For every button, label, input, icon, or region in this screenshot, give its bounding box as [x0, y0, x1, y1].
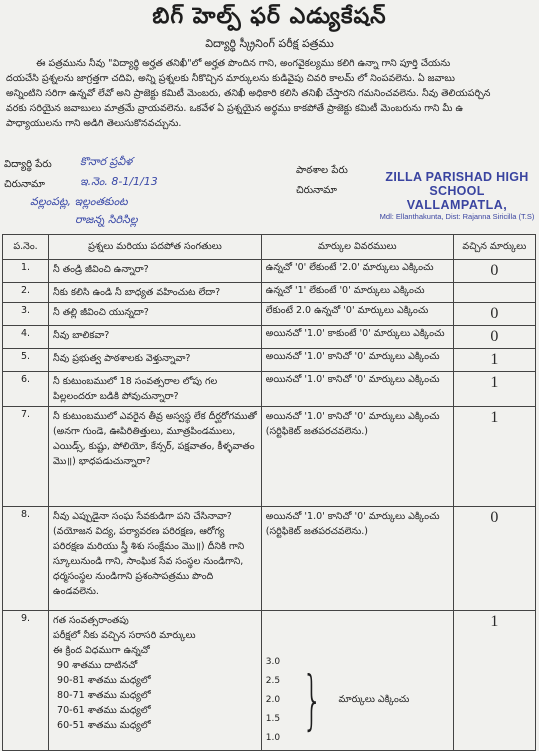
row-number: 1. [3, 260, 49, 283]
row-number: 5. [3, 349, 49, 372]
row-score[interactable] [453, 283, 535, 303]
row-number: 7. [3, 407, 49, 507]
row-question: నీ తండ్రి జీవించి ఉన్నారా? [49, 260, 262, 283]
table-row [3, 407, 536, 507]
row-question: నీ కుటుంబములో 18 సంవత్సరాల లోపు గల పిల్లలందరూ బడికి పోవుచున్నారా? [49, 372, 262, 407]
row-question: నీ తల్లి జీవించి యున్నదా? [49, 303, 262, 326]
row-marks-rule: అయినచో '1.0' కానిచో '0' మార్కులు ఎక్కించు (సర్టిఫికెట్ జతపరచవలెను.) [261, 507, 453, 611]
row-score[interactable]: 1 [453, 372, 535, 407]
questions-table [2, 234, 536, 751]
row-marks-rule: అయినచో '1.0' కానిచో '0' మార్కులు ఎక్కించు [261, 349, 453, 372]
row-score[interactable]: 0 [453, 507, 535, 611]
header-number: ప.నెం. [3, 235, 49, 260]
row-question: నీవు ఎప్పుడైనా సంఘ సేవకుడిగా పని చేసినావా? (వయోజన విద్య, పర్యావరణ పరిరక్షణ, ఆరోగ్య పరిరక్షణ మరియు స్త్రీ శిశు సంక్షేమం మొ॥) దీనికి గాని స్కూలునుండి గాని, సాంఘిక సేవ సంస్థల నుండిగాని, ధర్మసంస్థల నుండిగాని ప్రశంసాపత్రము పొంది ఉండవలెను. [49, 507, 262, 611]
row-number: 4. [3, 326, 49, 349]
table-row [3, 349, 536, 372]
table-row [3, 260, 536, 283]
header-marks-details: మార్కుల వివరములు [261, 235, 453, 260]
address-value-3: రాజన్న సిరిసిల్ల [75, 213, 138, 226]
row-score[interactable]: 1 [453, 349, 535, 372]
school-address-label: చిరునామా [296, 185, 337, 196]
scale-values [266, 653, 286, 748]
address-value-1: ఇ.నెం. 8-1/1/13 [80, 175, 158, 188]
row-question: నీవు బాలికవా? [49, 326, 262, 349]
stamp-line-1: ZILLA PARISHAD HIGH SCHOOL [385, 170, 529, 198]
intro-line: వరకు సరియైన జవాబులు మాత్రమే వ్రాయవలెను. ఒకవేళ ఏ ప్రశ్నయైన అర్థము కాకపోతే ప్రాజెక్టు కమిటీ మెంబరును గాని మీ ఉ [6, 103, 464, 114]
table-row [3, 611, 536, 751]
scale-value: 2.5 [265, 676, 281, 686]
row-number: 9. [3, 611, 49, 751]
row-marks-rule: లేకుంటే 2.0 ఉన్నచో '0' మార్కులు ఎక్కించు [261, 303, 453, 326]
form-subtitle: విద్యార్థి స్క్రీనింగ్ పరీక్ష పత్రము [205, 37, 334, 50]
stamp-line-3: Mdl: Ellanthakunta, Dist: Rajanna Siricilla (T.S) [379, 212, 535, 221]
table-row [3, 507, 536, 611]
row-question-percentages [49, 611, 262, 751]
table-row [3, 326, 536, 349]
table-row [3, 372, 536, 407]
student-name-value: కొనార ప్రవీళ [80, 155, 133, 168]
row9-line: ఈ క్రింద విధముగా ఉన్నచో [53, 645, 150, 656]
row9-line: పరీక్షలో నీకు వచ్చిన సరాసరి మార్కులు [53, 630, 196, 641]
school-name-label: పాఠశాల పేరు [296, 165, 348, 176]
right-brace-icon: } [301, 663, 323, 738]
scale-value: 1.0 [265, 733, 281, 743]
row-question: నీకు కలిసి ఉండి నీ బాధ్యత వహించుట లేదా? [49, 283, 262, 303]
marks-scale [266, 653, 449, 748]
row-marks-rule: అయినచో '1.0' కాకుంటే '0' మార్కులు ఎక్కించు [261, 326, 453, 349]
table-row [3, 303, 536, 326]
scale-instruction: మార్కులు ఎక్కించు [338, 694, 410, 705]
row9-line: గత సంవత్సరాంతపు [53, 615, 129, 626]
row-score[interactable]: 0 [453, 260, 535, 283]
row-marks-rule [261, 611, 453, 751]
scale-value: 1.5 [265, 714, 281, 724]
address-label: చిరునామా [4, 179, 45, 190]
stamp-line-2: VALLAMPATLA, [406, 198, 508, 212]
row-number: 2. [3, 283, 49, 303]
instructions-paragraph [6, 56, 532, 131]
scale-value: 3.0 [265, 657, 281, 667]
row-score[interactable]: 0 [453, 303, 535, 326]
form-title: బిగ్ హెల్ప్ ఫర్ ఎడ్యుకేషన్ [152, 4, 387, 29]
row9-line: 80-71 శాతము మధ్యలో [57, 690, 151, 701]
row-number: 3. [3, 303, 49, 326]
row-number: 8. [3, 507, 49, 611]
row9-line: 90-81 శాతము మధ్యలో [57, 675, 151, 686]
row9-line: 70-61 శాతము మధ్యలో [57, 705, 151, 716]
row-question: నీవు ప్రభుత్వ పాఠశాలకు వెళ్తున్నావా? [49, 349, 262, 372]
table-row [3, 283, 536, 303]
address-value-2: వల్లంపట్ల, ఇల్లంతకుంట [30, 195, 128, 208]
row9-line: 60-51 శాతము మధ్యలో [57, 720, 151, 731]
scale-value: 2.0 [265, 695, 281, 705]
row-marks-rule: అయినచో '1.0' కానిచో '0' మార్కులు ఎక్కించు (సర్టిఫికెట్ జతపరచవలెను.) [261, 407, 453, 507]
row-number: 6. [3, 372, 49, 407]
school-stamp [378, 170, 536, 221]
header-marks-obtained: వచ్చిన మార్కులు [453, 235, 535, 260]
row-marks-rule: అయినచో '1.0' కానిచో '0' మార్కులు ఎక్కించు [261, 372, 453, 407]
intro-line: పాధ్యాయులను గాని అడిగి తెలుసుకొనవచ్చును. [6, 118, 182, 129]
row-question: నీ కుటుంబములో ఎవరైన తీవ్ర అస్వస్థ లేక దీర్ఘరోగముతో (అనగా గుండె, ఊపిరితిత్తులు, మూత్రపిండములు, ఎయిడ్స్, కుష్టు, పోలియో, కేన్సర్, పక్షవాతం, కీళ్ళవాతం మొ॥) భాధపడుచున్నారా? [49, 407, 262, 507]
row-score[interactable]: 1 [453, 407, 535, 507]
header-questions: ప్రశ్నలు మరియు పదపోత సంగతులు [49, 235, 262, 260]
row-score[interactable]: 1 [453, 611, 535, 751]
intro-line: ఈ పత్రమును నీవు "విద్యార్థి అర్హత తనిఖీ"లో అర్హత పొందిన గాని, అంగవైకల్యము కలిగి ఉన్నా గాని పూర్తి చేయను [36, 58, 451, 69]
row-marks-rule: ఉన్నచో '0' లేకుంటే '2.0' మార్కులు ఎక్కించు [261, 260, 453, 283]
student-name-label: విద్యార్థి పేరు [4, 159, 52, 170]
intro-line: అన్నింటిని సరిగా ఉన్నవో లేవో అని ప్రాజెక్టు కమిటీ మెంబరు, తనిఖీ అధికారి కలిసి తనిఖీ చేస్తారని గమనించవలెను. నీవు తెలియపర్చిన [6, 88, 491, 99]
intro-line: దయచేసి ప్రశ్నలను జాగ్రత్తగా చదివి, అన్ని ప్రశ్నలకు నీకొచ్చిన మార్కులను కుడివైపు చివరి కాలమ్ లో నింపవలెను. ఏ జవాబు [6, 73, 455, 84]
table-header-row [3, 235, 536, 260]
row-marks-rule: ఉన్నచో '1' లేకుంటే '0' మార్కులు ఎక్కించు [261, 283, 453, 303]
row-score[interactable]: 0 [453, 326, 535, 349]
row9-line: 90 శాతము దాటినచో [57, 660, 138, 671]
